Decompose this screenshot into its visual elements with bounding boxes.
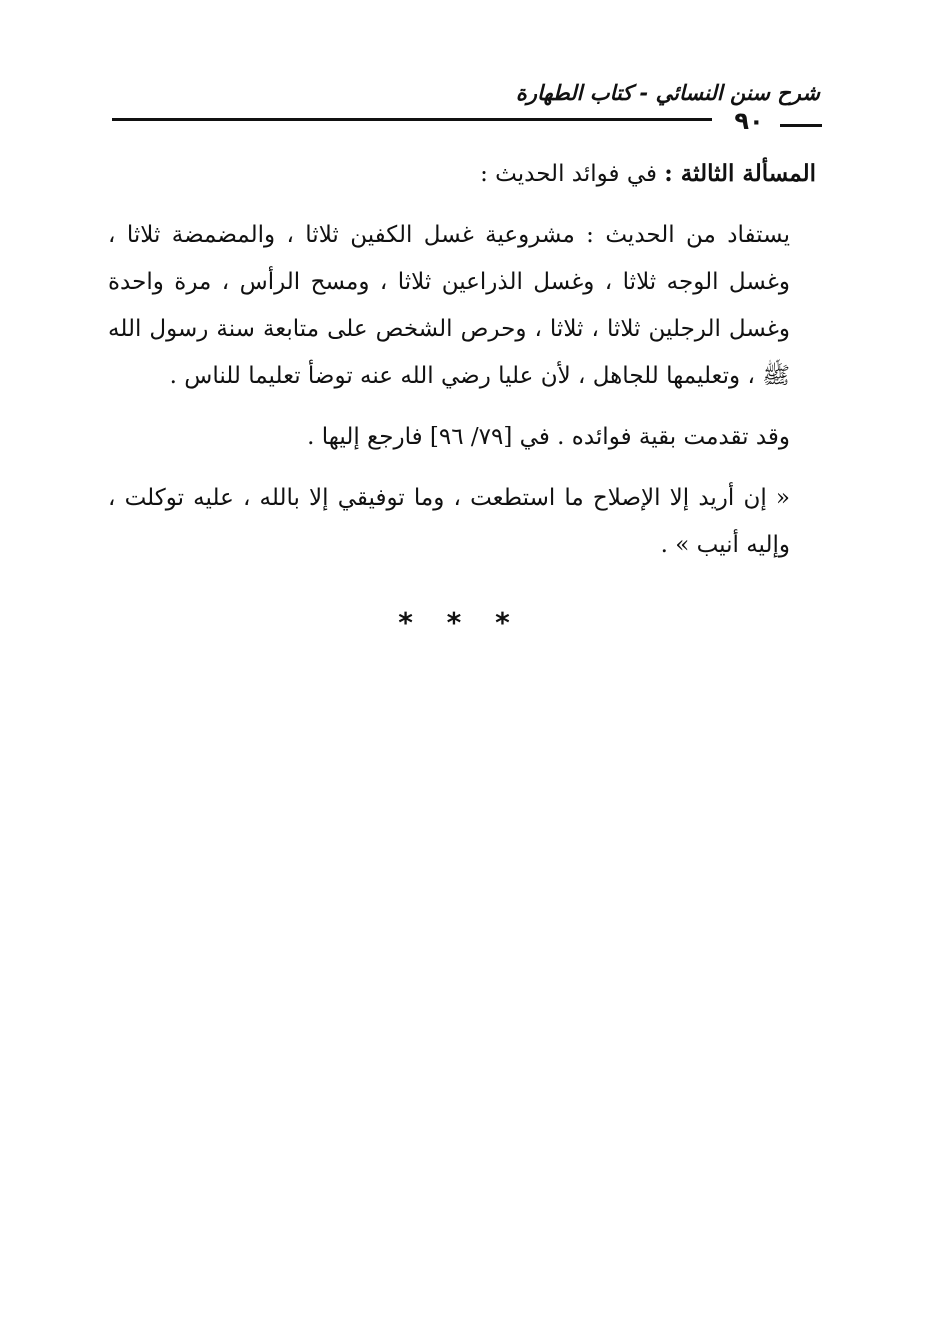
header-rule-short <box>780 124 822 127</box>
section-heading-text: في فوائد الحديث : <box>480 161 665 187</box>
closing-quote: « إن أريد إلا الإصلاح ما استطعت ، وما توفيقي إلا بالله ، عليه توكلت ، وإليه أنيب » . <box>108 485 790 558</box>
section-heading <box>108 150 816 198</box>
page-number: ٩٠ <box>734 107 764 135</box>
header-rule <box>112 118 712 121</box>
paragraph-reference: وقد تقدمت بقية فوائده . في [٧٩/ ٩٦] فارجع إليها . <box>307 424 790 450</box>
running-header-title: شرح سنن النسائي - كتاب الطهارة <box>515 81 820 105</box>
main-text <box>108 150 816 583</box>
section-separator: * * * <box>398 606 522 639</box>
section-heading-label: المسألة الثالثة : <box>664 160 816 187</box>
paragraph-benefits: يستفاد من الحديث : مشروعية غسل الكفين ثلاثا ، والمضمضة ثلاثا ، وغسل الوجه ثلاثا ، وغسل الذراعين ثلاثا ، ومسح الرأس ، مرة واحدة وغسل الرجلين ثلاثا ، ثلاثا ، وحرص الشخص على متابعة سنة رسول الله ﷺ ، وتعليمها للجاهل ، لأن عليا رضي الله عنه توضأ تعليما للناس . <box>108 222 790 389</box>
